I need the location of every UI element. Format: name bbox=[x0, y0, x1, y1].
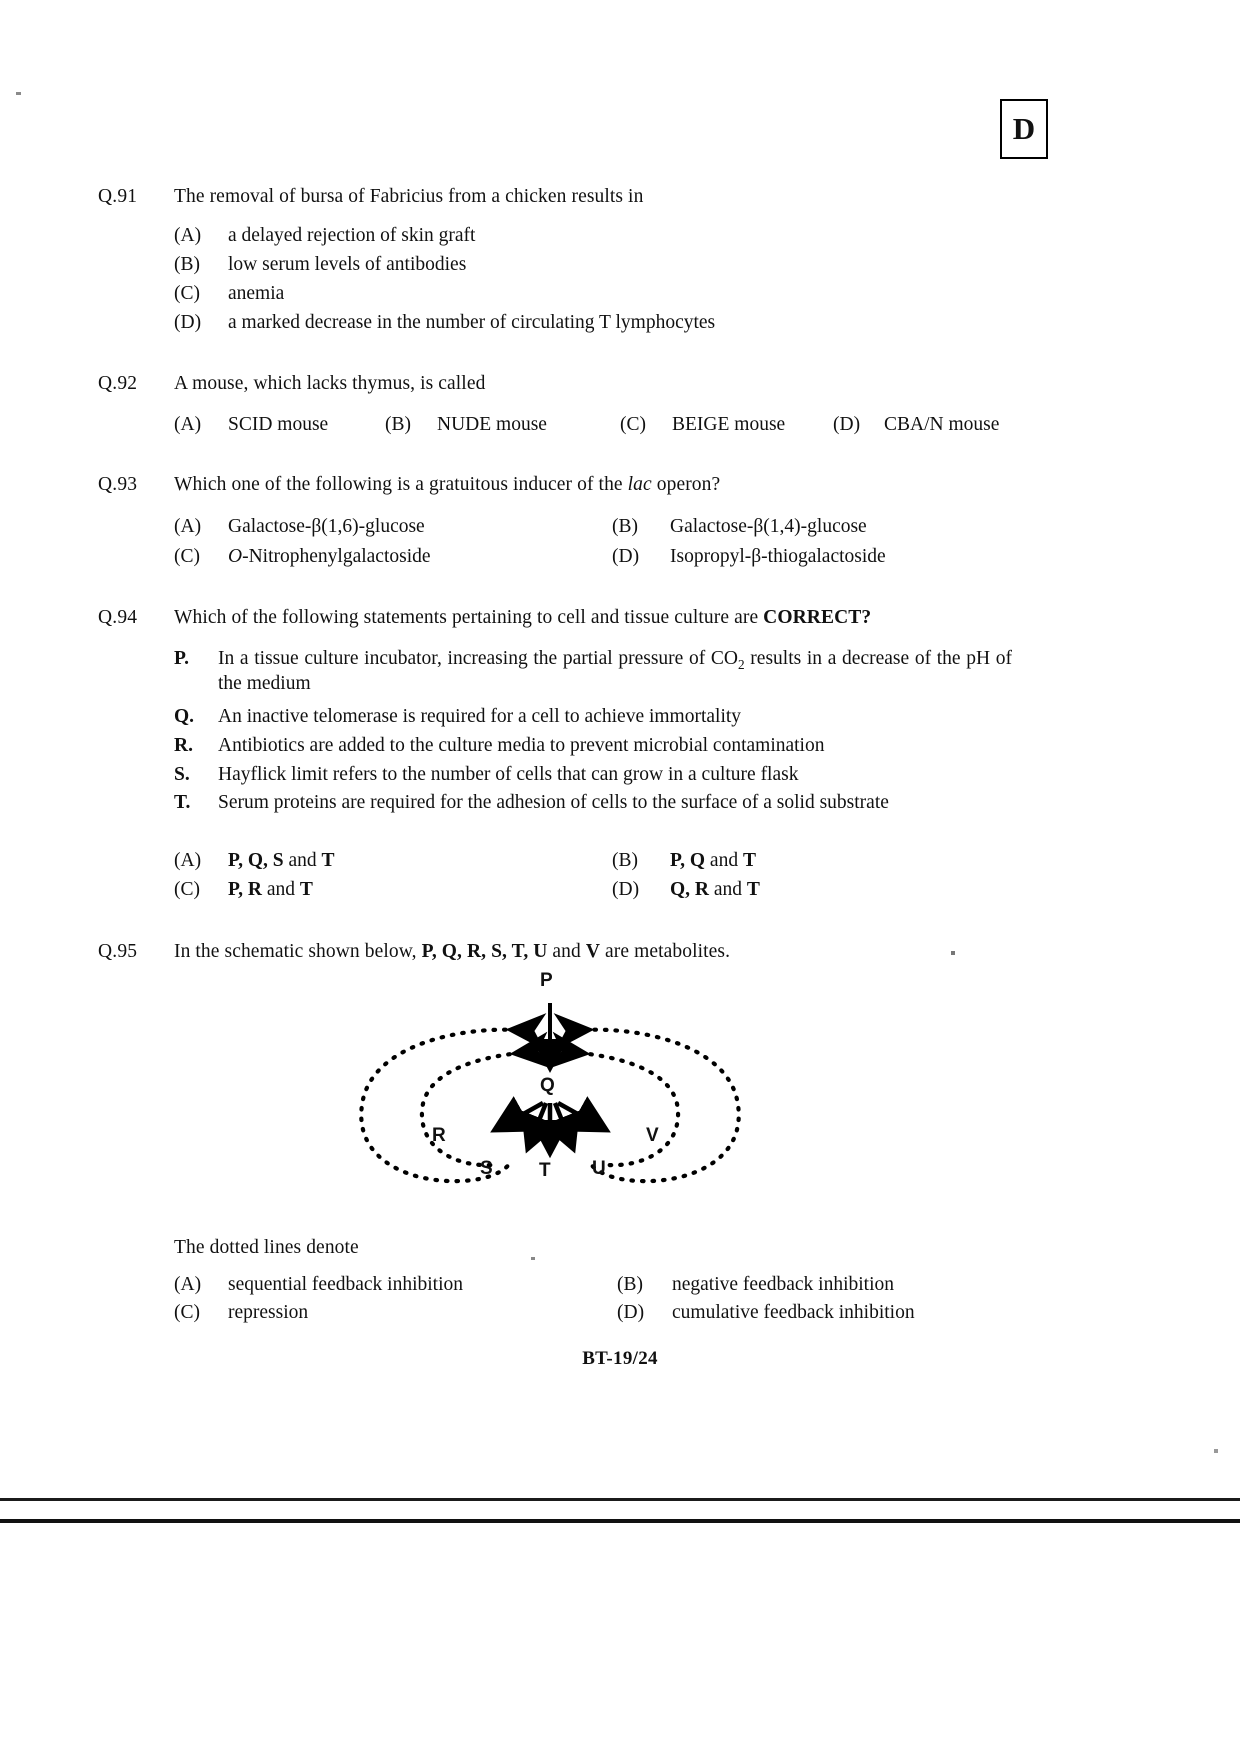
scan-speckle bbox=[16, 92, 21, 95]
stem-part: and bbox=[547, 941, 586, 962]
statement-text: Serum proteins are required for the adhesion of cells to the surface of a solid substrate bbox=[218, 792, 889, 813]
stem-bold-metabolite-v: V bbox=[585, 941, 601, 962]
option-label[interactable]: (B) bbox=[612, 850, 638, 871]
option-label[interactable]: (B) bbox=[174, 254, 200, 275]
stem-part: In the schematic shown below, bbox=[174, 941, 422, 962]
option-plain-part: and bbox=[261, 879, 300, 900]
option-label[interactable]: (A) bbox=[174, 225, 202, 246]
booklet-code-letter: D bbox=[1012, 111, 1036, 146]
option-bold-part: P, Q bbox=[670, 850, 706, 871]
option-label[interactable]: (B) bbox=[385, 414, 411, 435]
stem-part: operon? bbox=[651, 474, 721, 495]
option-bold-part: T bbox=[321, 850, 335, 871]
option-plain-part: and bbox=[705, 850, 743, 871]
statement-label: P. bbox=[174, 648, 189, 669]
option-text[interactable]: NUDE mouse bbox=[437, 414, 547, 435]
option-bold-part: T bbox=[742, 850, 756, 871]
option-label[interactable]: (A) bbox=[174, 1274, 202, 1295]
stem-part: Which one of the following is a gratuitous inducer of the bbox=[174, 474, 628, 495]
option-text[interactable]: Isopropyl-β-thiogalactoside bbox=[670, 546, 886, 567]
option-text[interactable] bbox=[228, 879, 313, 901]
scan-edge-line bbox=[0, 1498, 1240, 1501]
question-stem-95 bbox=[174, 941, 730, 963]
statement-label: S. bbox=[174, 764, 190, 785]
stem-bold-metabolites: P, Q, R, S, T, U bbox=[421, 941, 548, 962]
node-label-s: S bbox=[480, 1158, 493, 1179]
stem-part: are metabolites. bbox=[600, 941, 731, 962]
option-label[interactable]: (D) bbox=[833, 414, 861, 435]
statement-text: Hayflick limit refers to the number of cells that can grow in a culture flask bbox=[218, 764, 799, 785]
question-number-92: Q.92 bbox=[98, 373, 138, 394]
option-text-rest: -Nitrophenylgalactoside bbox=[242, 546, 431, 567]
node-label-t: T bbox=[539, 1160, 551, 1181]
question-number-93: Q.93 bbox=[98, 474, 138, 495]
option-bold-part: P, R bbox=[228, 879, 262, 900]
option-text[interactable]: negative feedback inhibition bbox=[672, 1274, 895, 1295]
statement-text: Antibiotics are added to the culture media to prevent microbial contamination bbox=[218, 735, 825, 756]
node-label-u: U bbox=[592, 1158, 606, 1179]
option-text[interactable]: sequential feedback inhibition bbox=[228, 1274, 464, 1295]
branch-arrows-from-q bbox=[500, 1103, 601, 1147]
option-italic-prefix: O bbox=[228, 546, 243, 567]
option-bold-part: T bbox=[299, 879, 313, 900]
scan-edge-fill bbox=[0, 1523, 1240, 1754]
option-text[interactable]: Galactose-β(1,6)-glucose bbox=[228, 516, 425, 537]
option-label[interactable]: (B) bbox=[612, 516, 638, 537]
option-text[interactable]: low serum levels of antibodies bbox=[228, 254, 467, 275]
option-label[interactable]: (C) bbox=[174, 1302, 200, 1323]
question-stem-93 bbox=[174, 474, 720, 496]
node-label-p: P bbox=[540, 970, 553, 991]
option-text[interactable]: a marked decrease in the number of circulating T lymphocytes bbox=[228, 312, 716, 333]
statement-part: results in a decrease of the pH of the medium bbox=[218, 648, 1012, 694]
question-stem-92: A mouse, which lacks thymus, is called bbox=[174, 373, 486, 394]
option-label[interactable]: (B) bbox=[617, 1274, 643, 1295]
option-label[interactable]: (C) bbox=[174, 546, 200, 567]
option-bold-part: Q, R bbox=[670, 879, 709, 900]
stem-part: Which of the following statements pertaining to cell and tissue culture are bbox=[174, 607, 764, 628]
option-text[interactable]: BEIGE mouse bbox=[672, 414, 786, 435]
option-plain-part: and bbox=[709, 879, 747, 900]
stem-italic-lac: lac bbox=[627, 474, 652, 495]
metabolic-pathway-diagram bbox=[340, 970, 760, 1205]
node-label-r: R bbox=[432, 1125, 446, 1146]
statement-text bbox=[218, 648, 1012, 695]
scan-speckle bbox=[1214, 1449, 1218, 1453]
option-text[interactable]: CBA/N mouse bbox=[884, 414, 1000, 435]
option-label[interactable]: (D) bbox=[617, 1302, 645, 1323]
option-text[interactable] bbox=[670, 879, 760, 901]
question-number-94: Q.94 bbox=[98, 607, 138, 628]
option-label[interactable]: (C) bbox=[174, 283, 200, 304]
statement-text: An inactive telomerase is required for a cell to achieve immortality bbox=[218, 706, 742, 727]
statement-label: R. bbox=[174, 735, 193, 756]
option-label[interactable]: (A) bbox=[174, 414, 202, 435]
option-text[interactable] bbox=[670, 850, 756, 872]
dotted-lines-prompt: The dotted lines denote bbox=[174, 1237, 359, 1258]
option-label[interactable]: (C) bbox=[620, 414, 646, 435]
question-stem-94 bbox=[174, 607, 871, 629]
node-label-q: Q bbox=[540, 1075, 555, 1096]
option-text[interactable] bbox=[228, 546, 431, 568]
stem-bold-correct: CORRECT? bbox=[763, 607, 872, 628]
option-text[interactable]: SCID mouse bbox=[228, 414, 329, 435]
option-label[interactable]: (A) bbox=[174, 850, 202, 871]
scan-speckle bbox=[951, 951, 955, 955]
option-bold-part: T bbox=[746, 879, 760, 900]
question-number-95: Q.95 bbox=[98, 941, 138, 962]
option-text[interactable]: Galactose-β(1,4)-glucose bbox=[670, 516, 867, 537]
question-stem-91: The removal of bursa of Fabricius from a chicken results in bbox=[174, 186, 644, 207]
option-text[interactable] bbox=[228, 850, 335, 872]
option-text[interactable]: cumulative feedback inhibition bbox=[672, 1302, 915, 1323]
option-text[interactable]: anemia bbox=[228, 283, 285, 304]
page-footer: BT-19/24 bbox=[582, 1348, 658, 1369]
option-bold-part: P, Q, S bbox=[228, 850, 284, 871]
statement-label: Q. bbox=[174, 706, 195, 727]
option-label[interactable]: (D) bbox=[612, 546, 640, 567]
node-label-v: V bbox=[646, 1125, 659, 1146]
option-label[interactable]: (A) bbox=[174, 516, 202, 537]
question-number-91: Q.91 bbox=[98, 186, 138, 207]
booklet-code-box bbox=[1000, 99, 1048, 159]
option-label[interactable]: (C) bbox=[174, 879, 200, 900]
option-plain-part: and bbox=[283, 850, 322, 871]
scan-speckle bbox=[531, 1257, 535, 1260]
option-text[interactable]: a delayed rejection of skin graft bbox=[228, 225, 476, 246]
option-label[interactable]: (D) bbox=[612, 879, 640, 900]
statement-part: In a tissue culture incubator, increasing the partial pressure of CO bbox=[218, 648, 738, 669]
statement-subscript: 2 bbox=[738, 656, 745, 672]
statement-label: T. bbox=[174, 792, 191, 813]
option-label[interactable]: (D) bbox=[174, 312, 202, 333]
option-text[interactable]: repression bbox=[228, 1302, 309, 1323]
